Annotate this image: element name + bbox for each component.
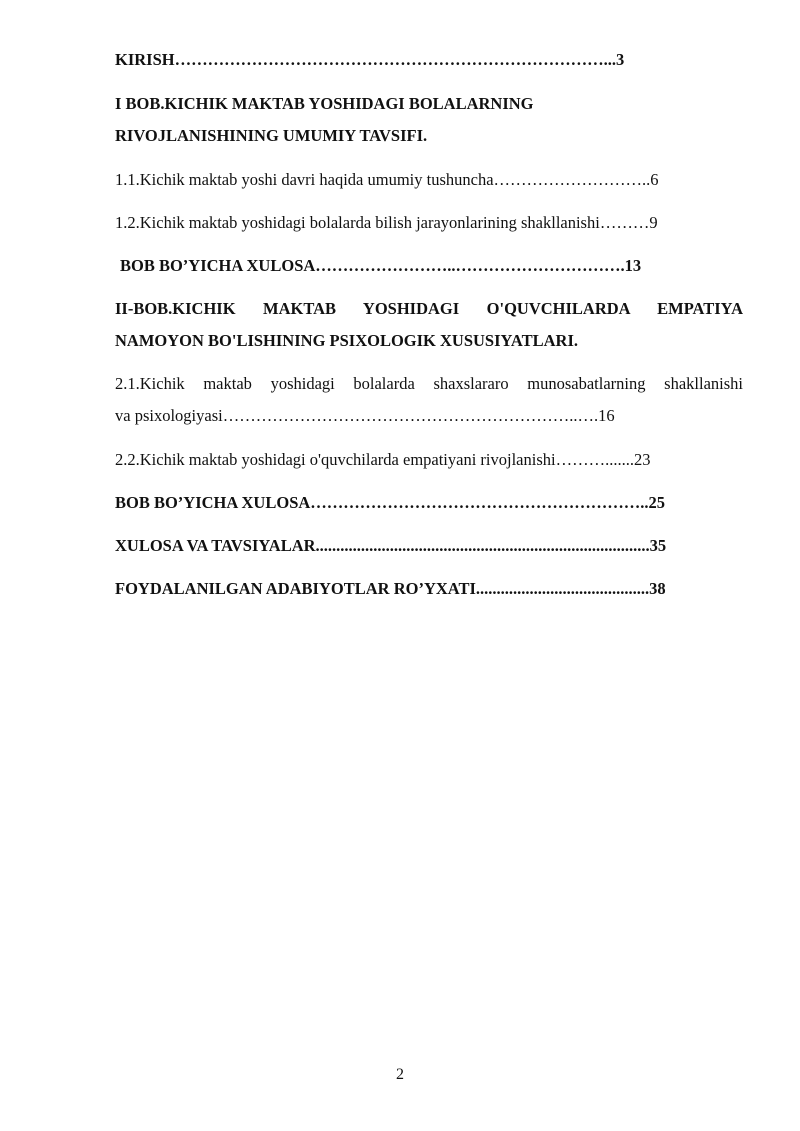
toc-chapter2-heading-line1: II-BOB.KICHIK MAKTAB YOSHIDAGI O'QUVCHILARDA EMPATIYA bbox=[115, 299, 743, 318]
toc-chapter1-heading-line2: RIVOJLANISHINING UMUMIY TAVSIFI. bbox=[115, 126, 428, 145]
toc-chapter2-conclusion: BOB BO’YICHA XULOSA……………………………………………………..25 bbox=[115, 493, 666, 512]
toc-chapter2-heading-line2: NAMOYON BO'LISHINING PSIXOLOGIK XUSUSIYATLARI. bbox=[115, 331, 579, 350]
toc-references: FOYDALANILGAN ADABIYOTLAR RO’YXATI..........................................38 bbox=[115, 579, 666, 598]
toc-section-2-1-line1: 2.1.Kichik maktab yoshidagi bolalarda shaxslararo munosabatlarning shakllanishi bbox=[115, 374, 743, 393]
toc-chapter1-heading-line1: I BOB.KICHIK MAKTAB YOSHIDAGI BOLALARNING bbox=[115, 94, 534, 113]
toc-section-2-2: 2.2.Kichik maktab yoshidagi o'quvchilarda empatiyani rivojlanishi……….......23 bbox=[115, 450, 651, 469]
toc-section-1-2: 1.2.Kichik maktab yoshidagi bolalarda bilish jarayonlarining shakllanishi………9 bbox=[115, 213, 658, 232]
toc-conclusion: XULOSA VA TAVSIYALAR.................................................................................35 bbox=[115, 536, 667, 555]
toc-section-1-1: 1.1.Kichik maktab yoshi davri haqida umumiy tushuncha………………………..6 bbox=[115, 170, 659, 189]
page-number: 2 bbox=[396, 1066, 404, 1083]
toc-entry-kirish: KIRISH……………………………………………………………………...3 bbox=[115, 50, 625, 69]
toc-section-2-1-line2: va psixologiyasi………………………………………………………..….16 bbox=[115, 406, 615, 425]
toc-chapter1-conclusion: BOB BO’YICHA XULOSA……………………..………………………….13 bbox=[120, 256, 642, 275]
